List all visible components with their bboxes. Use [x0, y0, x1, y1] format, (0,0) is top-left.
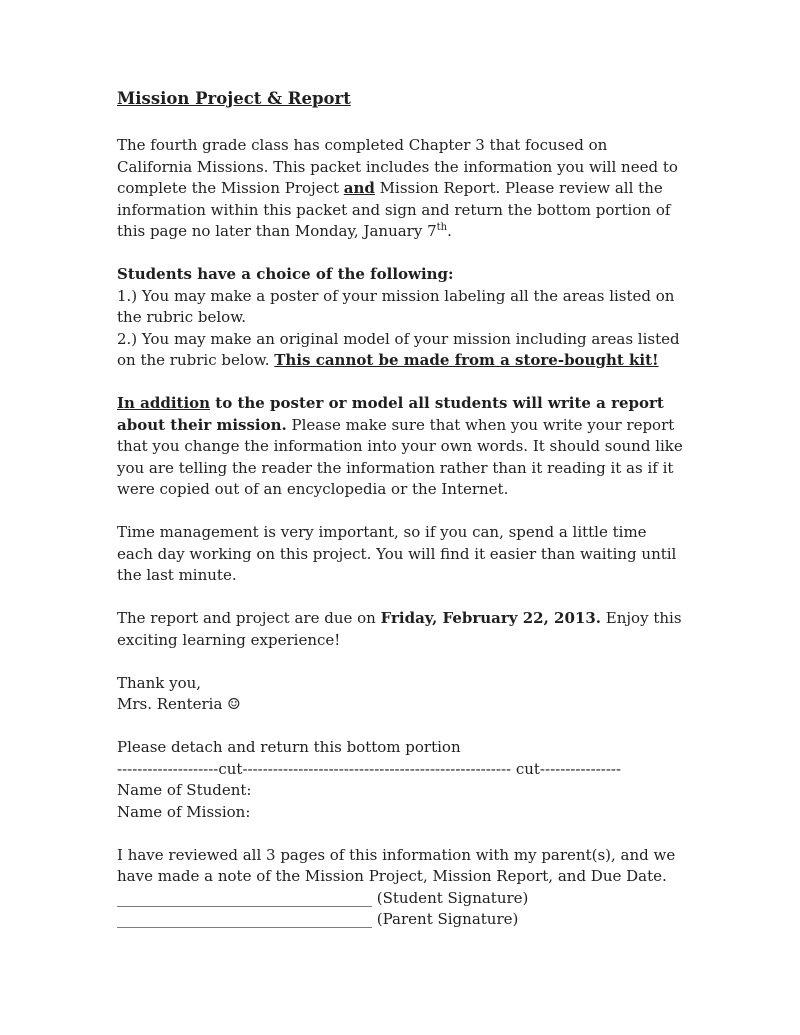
intro-text-run-2: Mission Report. Please review all the information within this packet and sign and return the bottom portion of this page no later than Monday, January 7 — [117, 179, 671, 240]
due-text-run-2: Enjoy this exciting learning experience! — [117, 609, 682, 649]
due-date-paragraph — [117, 608, 685, 651]
parent-signature-blank — [117, 909, 685, 931]
thank-you-line: Thank you, — [117, 673, 202, 692]
detach-instruction: Please detach and return this bottom portion — [117, 738, 461, 756]
student-signature-label: (Student Signature) — [372, 888, 529, 907]
student-signature-blank — [117, 888, 685, 910]
teacher-signature-line: Mrs. Renteria ☺ — [117, 695, 241, 713]
report-text-run: Please make sure that when you write your report that you change the information into your own words. It should sound like you are telling the reader the information rather than it reading it as if it were copied out of an encyclopedia or the Internet. — [117, 415, 683, 498]
intro-paragraph — [117, 135, 685, 243]
ordinal-superscript: th — [436, 222, 448, 233]
choices-heading: Students have a choice of the following: — [117, 265, 454, 283]
name-of-student-label: Name of Student: — [117, 781, 252, 799]
report-requirement-bold: to the poster or model all students will write a report about their mission. — [117, 394, 664, 434]
intro-period: . — [447, 222, 452, 240]
spacer — [117, 372, 685, 394]
intro-text-run: The fourth grade class has completed Chapter 3 that focused on California Missions. This packet includes the information you will need to complete the Mission Project — [117, 136, 678, 197]
in-addition-emphasis: In addition — [117, 394, 211, 412]
no-store-kit-warning: This cannot be made from a store-bought kit! — [274, 351, 659, 369]
intro-and-emphasis: and — [343, 179, 375, 197]
due-text-run: The report and project are due on — [117, 609, 381, 627]
report-paragraph — [117, 393, 685, 501]
choice-item-2-text: 2.) You may make an original model of your mission including areas listed on the rubric below. — [117, 329, 680, 369]
cut-line: --------------------cut----------------------------------------------------- cut---------------- — [117, 759, 622, 778]
acknowledgement-paragraph: I have reviewed all 3 pages of this information with my parent(s), and we have made a note of the Mission Project, Mission Report, and Due Date. — [117, 845, 676, 885]
student-signature-rule: __________________________________ — [117, 888, 372, 907]
time-management-paragraph: Time management is very important, so if you can, spend a little time each day working on this project. You will find it easier than waiting until the last minute. — [117, 523, 677, 584]
parent-signature-label: (Parent Signature) — [372, 910, 519, 928]
spacer — [117, 716, 685, 738]
spacer — [117, 823, 685, 845]
name-of-mission-label: Name of Mission: — [117, 802, 251, 821]
document-title: Mission Project & Report — [117, 89, 351, 108]
choice-item-1: 1.) You may make a poster of your mission labeling all the areas listed on the rubric below. — [117, 286, 675, 326]
choice-item-2 — [117, 329, 685, 372]
due-date-bold: Friday, February 22, 2013. — [380, 609, 602, 627]
parent-signature-rule: __________________________________ — [117, 910, 372, 928]
